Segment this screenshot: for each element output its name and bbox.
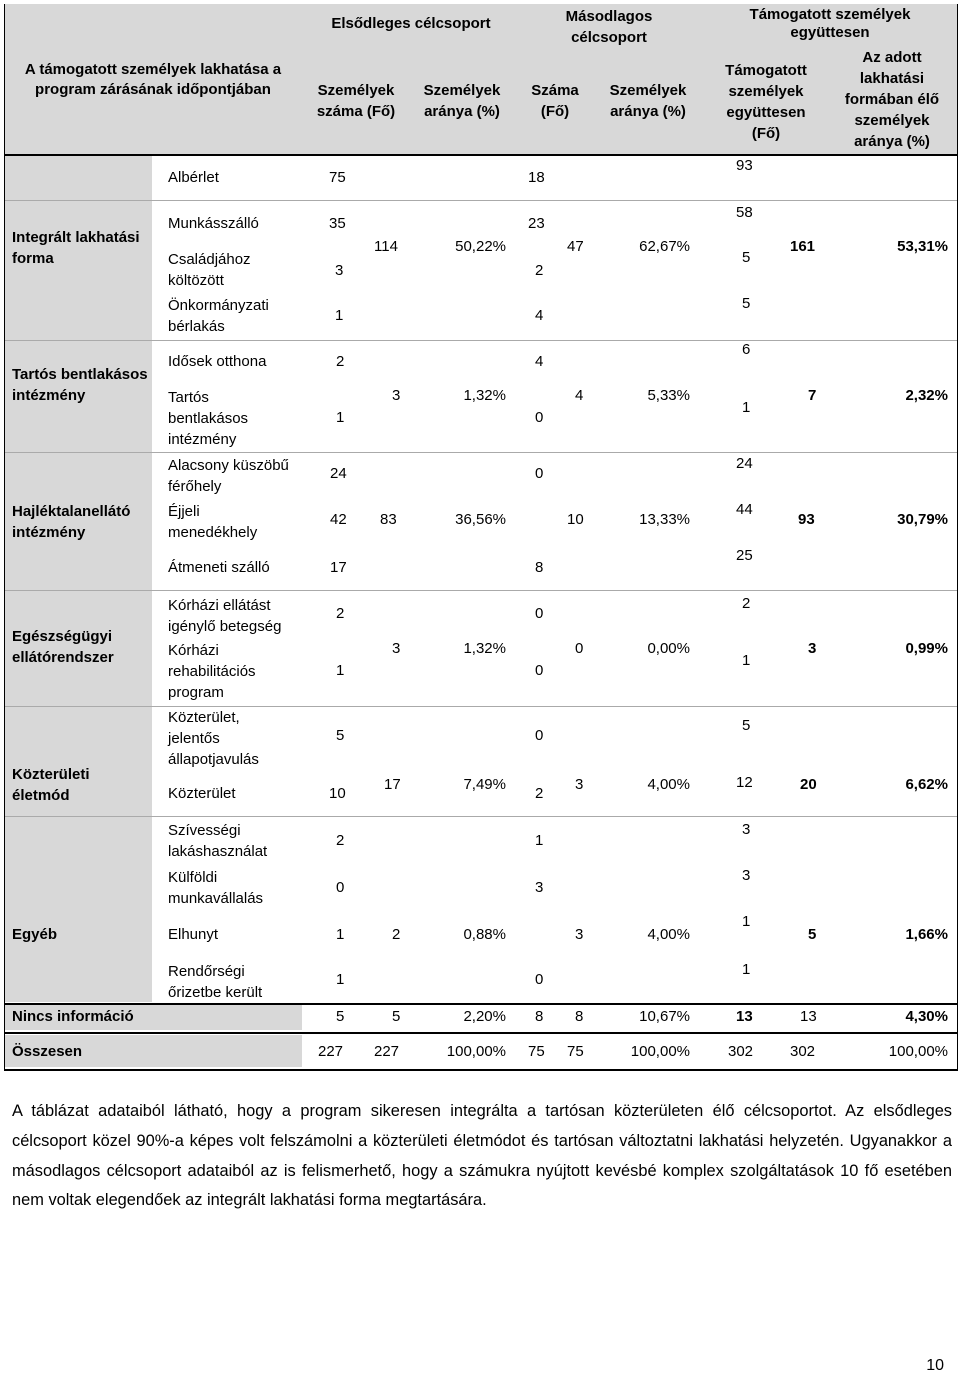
group-secondary-ratio: 62,67%: [639, 238, 690, 255]
category-label: Integrált lakhatási forma: [12, 229, 140, 267]
secondary-count-cell: 8: [535, 559, 544, 576]
table-right-border: [957, 4, 958, 1070]
header-total-count: Támogatott személyek együttesen (Fő): [725, 62, 807, 142]
group-total-count: 93: [798, 511, 815, 528]
nincs-total-count: 13: [736, 1008, 753, 1025]
row-label: Munkásszálló: [168, 215, 259, 232]
page-number: 10: [926, 1357, 944, 1374]
row-label: Közterület, jelentős állapotjavulás: [168, 709, 259, 768]
separator-line: [4, 340, 958, 341]
row-label: Átmeneti szálló: [168, 559, 270, 576]
header-secondary-count: Száma (Fő): [531, 82, 579, 120]
total-count-cell: 1: [742, 399, 751, 416]
primary-count-cell: 75: [329, 169, 346, 186]
group-total-ratio: 2,32%: [905, 387, 948, 404]
row-label: Albérlet: [168, 169, 219, 186]
secondary-count-cell: 0: [535, 971, 544, 988]
total-count-cell: 25: [736, 547, 753, 564]
group-primary-ratio: 7,49%: [463, 776, 506, 793]
total-count-cell: 93: [736, 157, 753, 174]
group-secondary-ratio: 5,33%: [647, 387, 690, 404]
row-label: Szívességi lakáshasználat: [168, 822, 268, 860]
group-total-count: 20: [800, 776, 817, 793]
category-column-background: [4, 154, 152, 1002]
osszesen-primary-ratio: 100,00%: [446, 1043, 506, 1060]
group-primary-count: 2: [392, 926, 401, 943]
nincs-secondary-count-2: 8: [575, 1008, 584, 1025]
total-count-cell: 3: [742, 821, 751, 838]
separator-line: [4, 816, 958, 817]
group-primary-count: 17: [384, 776, 401, 793]
category-label: Tartós bentlakásos intézmény: [12, 366, 148, 404]
row-label: Külföldi munkavállalás: [168, 869, 264, 907]
group-total-count: 3: [808, 640, 817, 657]
group-total-ratio: 53,31%: [897, 238, 948, 255]
group-secondary-count: 3: [575, 776, 584, 793]
total-count-cell: 1: [742, 652, 751, 669]
secondary-count-cell: 18: [528, 169, 545, 186]
secondary-count-cell: 2: [535, 262, 544, 279]
group-primary-ratio: 0,88%: [463, 926, 506, 943]
header-first-column: A támogatott személyek lakhatása a program zárásának időpontjában: [24, 61, 282, 98]
primary-count-cell: 1: [336, 971, 345, 988]
group-total-count: 161: [790, 238, 816, 255]
osszesen-total-count: 302: [728, 1043, 754, 1060]
total-count-cell: 5: [742, 295, 751, 312]
category-label: Közterületi életmód: [12, 766, 90, 804]
primary-count-cell: 10: [329, 785, 346, 802]
group-primary-ratio: 1,32%: [463, 387, 506, 404]
secondary-count-cell: 23: [528, 215, 545, 232]
nincs-secondary-ratio: 10,67%: [639, 1008, 690, 1025]
separator-line: [4, 1032, 958, 1034]
group-total-ratio: 30,79%: [897, 511, 948, 528]
primary-count-cell: 17: [330, 559, 347, 576]
total-count-cell: 24: [736, 455, 753, 472]
group-secondary-count: 10: [567, 511, 584, 528]
secondary-count-cell: 4: [535, 307, 544, 324]
secondary-count-cell: 0: [535, 605, 544, 622]
group-total-ratio: 0,99%: [905, 640, 948, 657]
total-count-cell: 5: [742, 717, 751, 734]
primary-count-cell: 35: [329, 215, 346, 232]
row-label: Elhunyt: [168, 926, 219, 943]
primary-count-cell: 42: [330, 511, 347, 528]
secondary-count-cell: 0: [535, 727, 544, 744]
header-primary-count: Személyek száma (Fő): [316, 82, 396, 120]
row-label: Alacsony küszöbű férőhely: [168, 457, 289, 495]
secondary-count-cell: 0: [535, 409, 544, 426]
group-secondary-count: 4: [575, 387, 584, 404]
group-secondary-ratio: 0,00%: [647, 640, 690, 657]
table-left-border: [4, 4, 5, 1070]
nincs-total-ratio: 4,30%: [905, 1008, 948, 1025]
row-label: Közterület: [168, 785, 236, 802]
nincs-total-count-2: 13: [800, 1008, 817, 1025]
category-label: Összesen: [12, 1043, 83, 1060]
secondary-count-cell: 4: [535, 353, 544, 370]
group-primary-ratio: 1,32%: [463, 640, 506, 657]
nincs-primary-count: 5: [336, 1008, 345, 1025]
osszesen-secondary-ratio: 100,00%: [630, 1043, 690, 1060]
category-label: Nincs információ: [12, 1008, 134, 1025]
primary-count-cell: 2: [336, 353, 345, 370]
group-primary-ratio: 36,56%: [455, 511, 506, 528]
primary-count-cell: 1: [336, 662, 345, 679]
total-count-cell: 3: [742, 867, 751, 884]
row-label: Önkormányzati bérlakás: [168, 297, 269, 335]
header-secondary-ratio: Személyek aránya (%): [609, 82, 687, 120]
total-count-cell: 1: [742, 961, 751, 978]
group-primary-count: 114: [374, 238, 398, 255]
primary-count-cell: 2: [336, 832, 345, 849]
row-label: Kórházi ellátást igénylő betegség: [168, 597, 282, 635]
separator-line: [4, 1003, 958, 1005]
group-secondary-ratio: 4,00%: [647, 926, 690, 943]
row-label: Rendőrségi őrizetbe került: [168, 963, 263, 1001]
secondary-count-cell: 1: [535, 832, 544, 849]
header-bottom-line: [4, 154, 958, 156]
group-secondary-ratio: 13,33%: [639, 511, 690, 528]
row-label: Éjjeli menedékhely: [168, 503, 258, 541]
primary-count-cell: 1: [336, 409, 345, 426]
osszesen-primary-count-2: 227: [374, 1043, 400, 1060]
category-label: Egészségügyi ellátórendszer: [12, 628, 114, 666]
total-count-cell: 58: [736, 204, 753, 221]
group-secondary-count: 0: [575, 640, 584, 657]
primary-count-cell: 2: [336, 605, 345, 622]
nincs-primary-count-2: 5: [392, 1008, 401, 1025]
group-secondary-count: 3: [575, 926, 584, 943]
total-count-cell: 6: [742, 341, 751, 358]
row-label: Tartós bentlakásos intézmény: [168, 389, 249, 448]
primary-count-cell: 1: [336, 926, 345, 943]
summary-paragraph: A táblázat adataiból látható, hogy a program sikeresen integrálta a tartósan közterületen élő célcsoportot. Az elsődleges célcsoport közel 90%-a képes volt felszámolni a közterületi életmódot és tartósan változtatni lakhatási helyzetén. Ugyanakkor a másodlagos célcsoport adataiból az is felismerhető, hogy a számukra nyújtott kevésbé komplex szolgáltatások 10 fő esetében nem voltak elegendőek az integrált lakhatási forma megtartására.: [12, 1102, 952, 1210]
osszesen-primary-count: 227: [318, 1043, 344, 1060]
group-secondary-ratio: 4,00%: [647, 776, 690, 793]
group-total-count: 7: [808, 387, 817, 404]
group-primary-ratio: 50,22%: [455, 238, 506, 255]
primary-count-cell: 3: [335, 262, 344, 279]
primary-count-cell: 5: [336, 727, 345, 744]
primary-count-cell: 1: [335, 307, 344, 324]
osszesen-total-ratio: 100,00%: [888, 1043, 948, 1060]
separator-line: [4, 452, 958, 453]
total-count-cell: 12: [736, 774, 753, 791]
category-label: Egyéb: [12, 926, 58, 943]
category-label: Hajléktalanellátó intézmény: [12, 503, 131, 541]
separator-line: [4, 706, 958, 707]
row-label: Kórházi rehabilitációs program: [168, 642, 256, 701]
nincs-primary-ratio: 2,20%: [463, 1008, 506, 1025]
secondary-count-cell: 0: [535, 662, 544, 679]
secondary-count-cell: 0: [535, 465, 544, 482]
secondary-count-cell: 3: [535, 879, 544, 896]
row-label: Családjához költözött: [168, 251, 251, 289]
total-count-cell: 5: [742, 249, 751, 266]
separator-line: [4, 590, 958, 591]
total-count-cell: 2: [742, 595, 751, 612]
row-label: Idősek otthona: [168, 353, 267, 370]
header-primary-ratio: Személyek aránya (%): [423, 82, 501, 120]
header-total-ratio: Az adott lakhatási formában élő személyek aránya (%): [844, 49, 940, 150]
secondary-count-cell: 2: [535, 785, 544, 802]
primary-count-cell: 0: [336, 879, 345, 896]
group-primary-count: 3: [392, 387, 401, 404]
total-count-cell: 1: [742, 913, 751, 930]
header-primary-group: Elsődleges célcsoport: [331, 15, 491, 32]
group-secondary-count: 47: [567, 238, 584, 255]
group-primary-count: 3: [392, 640, 401, 657]
group-total-ratio: 6,62%: [905, 776, 948, 793]
group-total-count: 5: [808, 926, 817, 943]
table-bottom-line: [4, 1069, 958, 1071]
osszesen-secondary-count: 75: [528, 1043, 545, 1060]
total-count-cell: 44: [736, 501, 753, 518]
nincs-secondary-count: 8: [535, 1008, 544, 1025]
header-total-group: Támogatott személyek együttesen: [749, 6, 911, 41]
separator-line: [4, 200, 958, 201]
osszesen-secondary-count-2: 75: [567, 1043, 584, 1060]
header-secondary-group: Másodlagos célcsoport: [565, 8, 653, 46]
group-total-ratio: 1,66%: [905, 926, 948, 943]
primary-count-cell: 24: [330, 465, 347, 482]
group-primary-count: 83: [380, 511, 397, 528]
osszesen-total-count-2: 302: [790, 1043, 816, 1060]
